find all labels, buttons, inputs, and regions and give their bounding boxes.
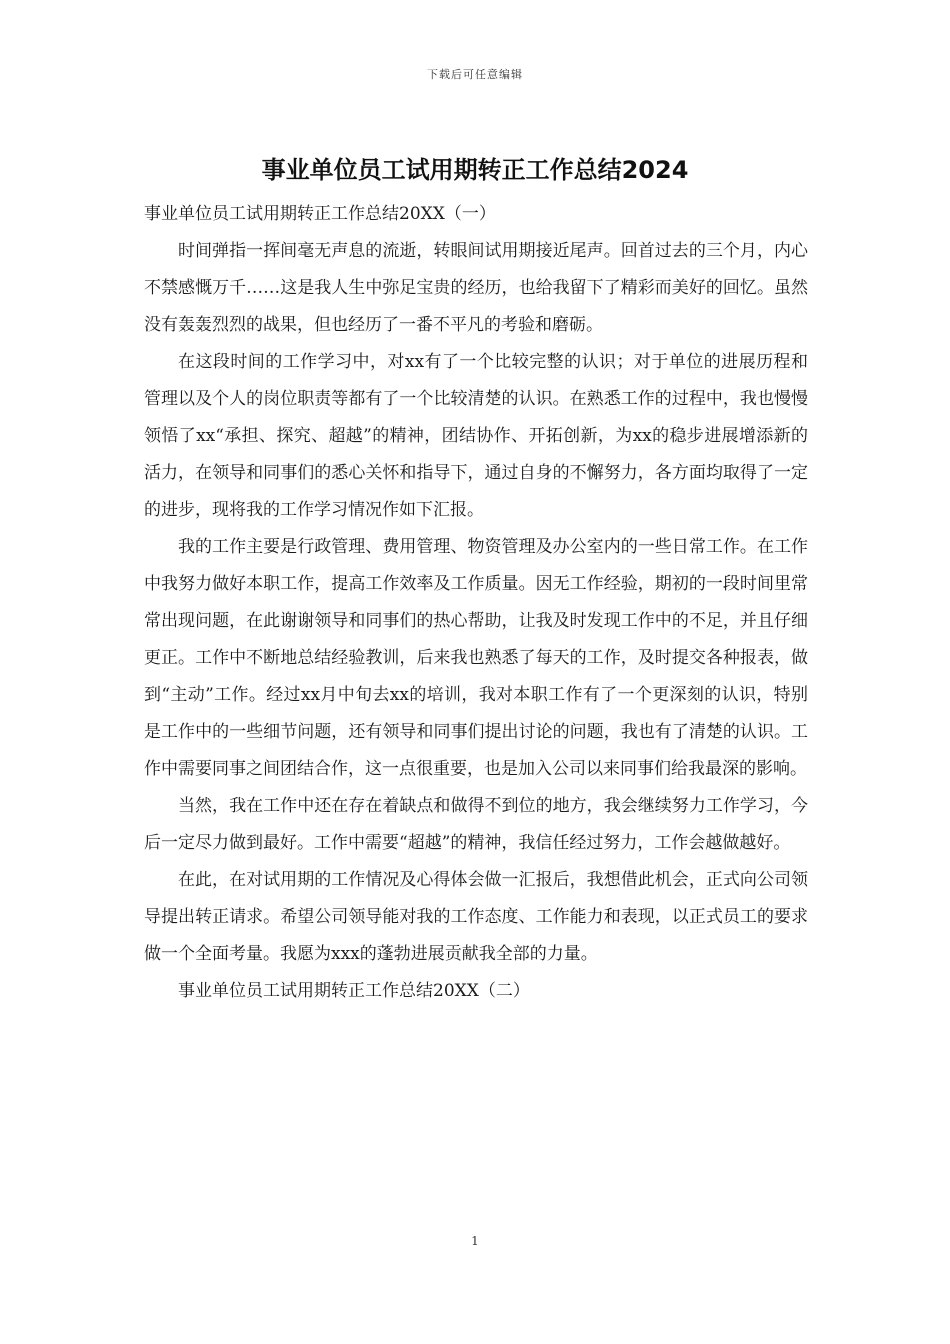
document-body <box>144 196 808 1010</box>
body-paragraph-4: 当然，我在工作中还在存在着缺点和做得不到位的地方，我会继续努力工作学习，今后一定尽力做到最好。工作中需要“超越”的精神，我信任经过努力，工作会越做越好。 <box>144 796 808 853</box>
body-paragraph-3: 我的工作主要是行政管理、费用管理、物资管理及办公室内的一些日常工作。在工作中我努力做好本职工作，提高工作效率及工作质量。因无工作经验，期初的一段时间里常常出现问题，在此谢谢领导和同事们的热心帮助，让我及时发现工作中的不足，并且仔细更正。工作中不断地总结经验教训，后来我也熟悉了每天的工作，及时提交各种报表，做到“主动”工作。经过xx月中旬去xx的培训，我对本职工作有了一个更深刻的认识，特别是工作中的一些细节问题，还有领导和同事们提出讨论的问题，我也有了清楚的认识。工作中需要同事之间团结合作，这一点很重要，也是加入公司以来同事们给我最深的影响。 <box>144 537 808 779</box>
body-paragraph-2: 在这段时间的工作学习中，对xx有了一个比较完整的认识；对于单位的进展历程和管理以及个人的岗位职责等都有了一个比较清楚的认识。在熟悉工作的过程中，我也慢慢领悟了xx“承担、探究、超越”的精神，团结协作、开拓创新，为xx的稳步进展增添新的活力，在领导和同事们的悉心关怀和指导下，通过自身的不懈努力，各方面均取得了一定的进步，现将我的工作学习情况作如下汇报。 <box>144 352 808 520</box>
page-header-note: 下载后可任意编辑 <box>427 68 523 81</box>
section-subtitle-2: 事业单位员工试用期转正工作总结20XX（二） <box>178 981 530 1001</box>
body-paragraph-1: 时间弹指一挥间毫无声息的流逝，转眼间试用期接近尾声。回首过去的三个月，内心不禁感慨万千……这是我人生中弥足宝贵的经历，也给我留下了精彩而美好的回忆。虽然没有轰轰烈烈的战果，但也经历了一番不平凡的考验和磨砺。 <box>144 241 808 335</box>
section-subtitle-1: 事业单位员工试用期转正工作总结20XX（一） <box>144 204 496 224</box>
document-title: 事业单位员工试用期转正工作总结2024 <box>261 156 689 184</box>
body-paragraph-5: 在此，在对试用期的工作情况及心得体会做一汇报后，我想借此机会，正式向公司领导提出转正请求。希望公司领导能对我的工作态度、工作能力和表现，以正式员工的要求做一个全面考量。我愿为xxx的蓬勃进展贡献我全部的力量。 <box>144 870 808 964</box>
page-number: 1 <box>471 1234 479 1248</box>
